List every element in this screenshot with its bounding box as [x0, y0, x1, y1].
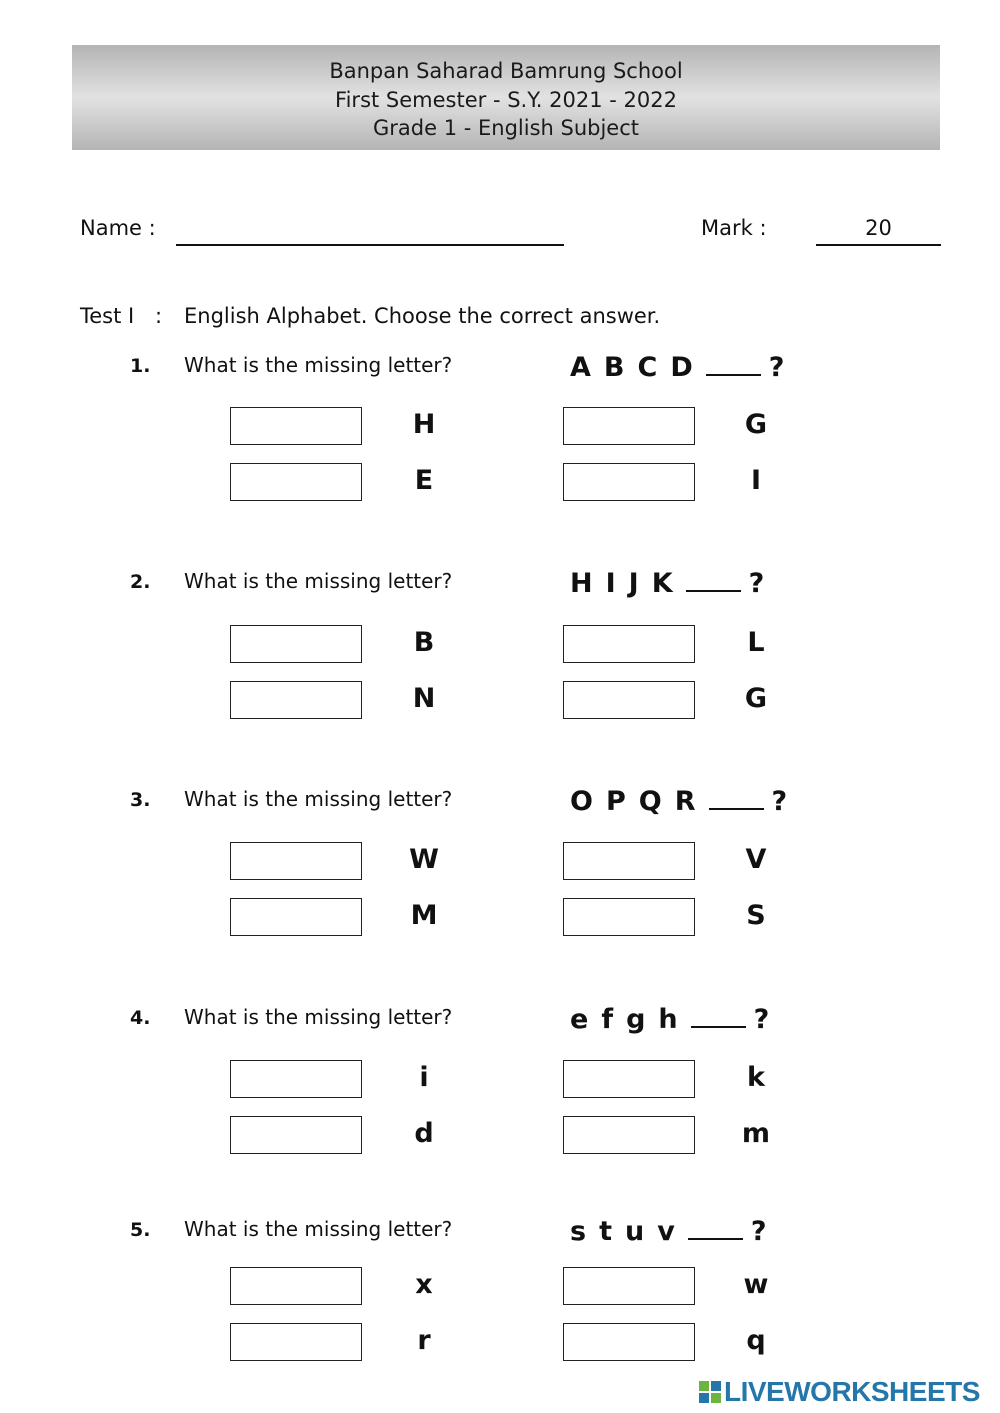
worksheet-header [72, 45, 940, 150]
sequence-letter: R [674, 786, 696, 817]
option-letter: d [414, 1118, 434, 1149]
name-underline [176, 244, 564, 246]
answer-box[interactable] [563, 1267, 695, 1305]
option-letter: W [409, 844, 439, 875]
option-letter: B [413, 627, 435, 658]
option-letter: x [415, 1269, 433, 1300]
sequence-letter: B [603, 352, 625, 383]
sequence-letter: K [651, 568, 673, 599]
sequence-letter: e [570, 1004, 589, 1035]
name-label: Name : [80, 216, 156, 240]
option-letter: N [412, 683, 436, 714]
letter-sequence [570, 1000, 769, 1035]
option-letter: S [746, 900, 766, 931]
answer-box[interactable] [230, 681, 362, 719]
mark-value: 20 [865, 216, 892, 240]
missing-letter-blank [691, 1000, 746, 1028]
brand-name: LIVEWORKSHEETS [724, 1376, 980, 1407]
answer-box[interactable] [563, 463, 695, 501]
test-label: Test I [80, 304, 135, 328]
option-letter: r [417, 1325, 431, 1356]
test-instruction: English Alphabet. Choose the correct answer. [184, 304, 661, 328]
sequence-letter: C [637, 352, 658, 383]
answer-box[interactable] [230, 1267, 362, 1305]
sequence-letter: A [570, 352, 591, 383]
question-number: 1. [130, 355, 151, 377]
mark-label: Mark : [701, 216, 767, 240]
question-mark: ? [753, 1004, 770, 1035]
sequence-letter: s [570, 1216, 587, 1247]
liveworksheets-logo-icon [698, 1380, 722, 1404]
option-letter: E [414, 465, 434, 496]
answer-box[interactable] [230, 625, 362, 663]
answer-box[interactable] [230, 898, 362, 936]
sequence-letter: Q [638, 786, 662, 817]
sequence-letter: u [625, 1216, 645, 1247]
answer-box[interactable] [230, 1060, 362, 1098]
option-letter: G [744, 409, 768, 440]
school-name: Banpan Saharad Bamrung School [329, 59, 683, 83]
sequence-letter: f [601, 1004, 614, 1035]
option-letter: q [746, 1325, 766, 1356]
question-1 [0, 352, 1000, 545]
option-letter: i [419, 1062, 429, 1093]
option-letter: k [747, 1062, 765, 1093]
grade-line: Grade 1 - English Subject [373, 116, 639, 140]
mark-underline [816, 244, 941, 246]
question-4 [0, 1004, 1000, 1197]
liveworksheets-watermark [698, 1374, 998, 1410]
letter-sequence [570, 564, 764, 599]
option-letter: G [744, 683, 768, 714]
answer-box[interactable] [230, 1323, 362, 1361]
letter-sequence [570, 348, 784, 383]
answer-box[interactable] [230, 463, 362, 501]
question-text: What is the missing letter? [184, 1217, 453, 1241]
sequence-letter: h [658, 1004, 678, 1035]
question-number: 3. [130, 789, 151, 811]
answer-box[interactable] [563, 842, 695, 880]
answer-box[interactable] [563, 407, 695, 445]
answer-box[interactable] [563, 1323, 695, 1361]
sequence-letter: I [605, 568, 616, 599]
question-mark: ? [750, 1216, 767, 1247]
sequence-letter: O [570, 786, 593, 817]
sequence-letter: J [628, 568, 639, 599]
question-text: What is the missing letter? [184, 353, 453, 377]
question-mark: ? [748, 568, 765, 599]
question-mark: ? [771, 786, 788, 817]
letter-sequence [570, 782, 787, 817]
answer-box[interactable] [230, 842, 362, 880]
question-2 [0, 568, 1000, 761]
answer-box[interactable] [563, 625, 695, 663]
question-number: 2. [130, 571, 151, 593]
missing-letter-blank [709, 782, 764, 810]
sequence-letter: t [599, 1216, 612, 1247]
sequence-letter: H [570, 568, 593, 599]
semester-line: First Semester - S.Y. 2021 - 2022 [335, 87, 677, 112]
option-letter: V [745, 844, 767, 875]
sequence-letter: g [626, 1004, 646, 1035]
question-mark: ? [768, 352, 785, 383]
question-text: What is the missing letter? [184, 787, 453, 811]
option-letter: L [747, 627, 765, 658]
question-text: What is the missing letter? [184, 1005, 453, 1029]
option-letter: m [741, 1118, 771, 1149]
sequence-letter: P [605, 786, 626, 817]
option-letter: w [743, 1269, 769, 1300]
option-letter: H [412, 409, 436, 440]
letter-sequence [570, 1212, 767, 1247]
answer-box[interactable] [563, 898, 695, 936]
sequence-letter: v [657, 1216, 675, 1247]
sequence-letter: D [670, 352, 693, 383]
answer-box[interactable] [230, 1116, 362, 1154]
answer-box[interactable] [230, 407, 362, 445]
option-letter: I [750, 465, 762, 496]
question-number: 5. [130, 1219, 151, 1241]
option-letter: M [410, 900, 438, 931]
missing-letter-blank [706, 348, 761, 376]
question-text: What is the missing letter? [184, 569, 453, 593]
question-3 [0, 786, 1000, 979]
question-number: 4. [130, 1007, 151, 1029]
answer-box[interactable] [563, 1116, 695, 1154]
test-separator: : [155, 304, 163, 328]
missing-letter-blank [686, 564, 741, 592]
missing-letter-blank [688, 1212, 743, 1240]
answer-box[interactable] [563, 681, 695, 719]
answer-box[interactable] [563, 1060, 695, 1098]
